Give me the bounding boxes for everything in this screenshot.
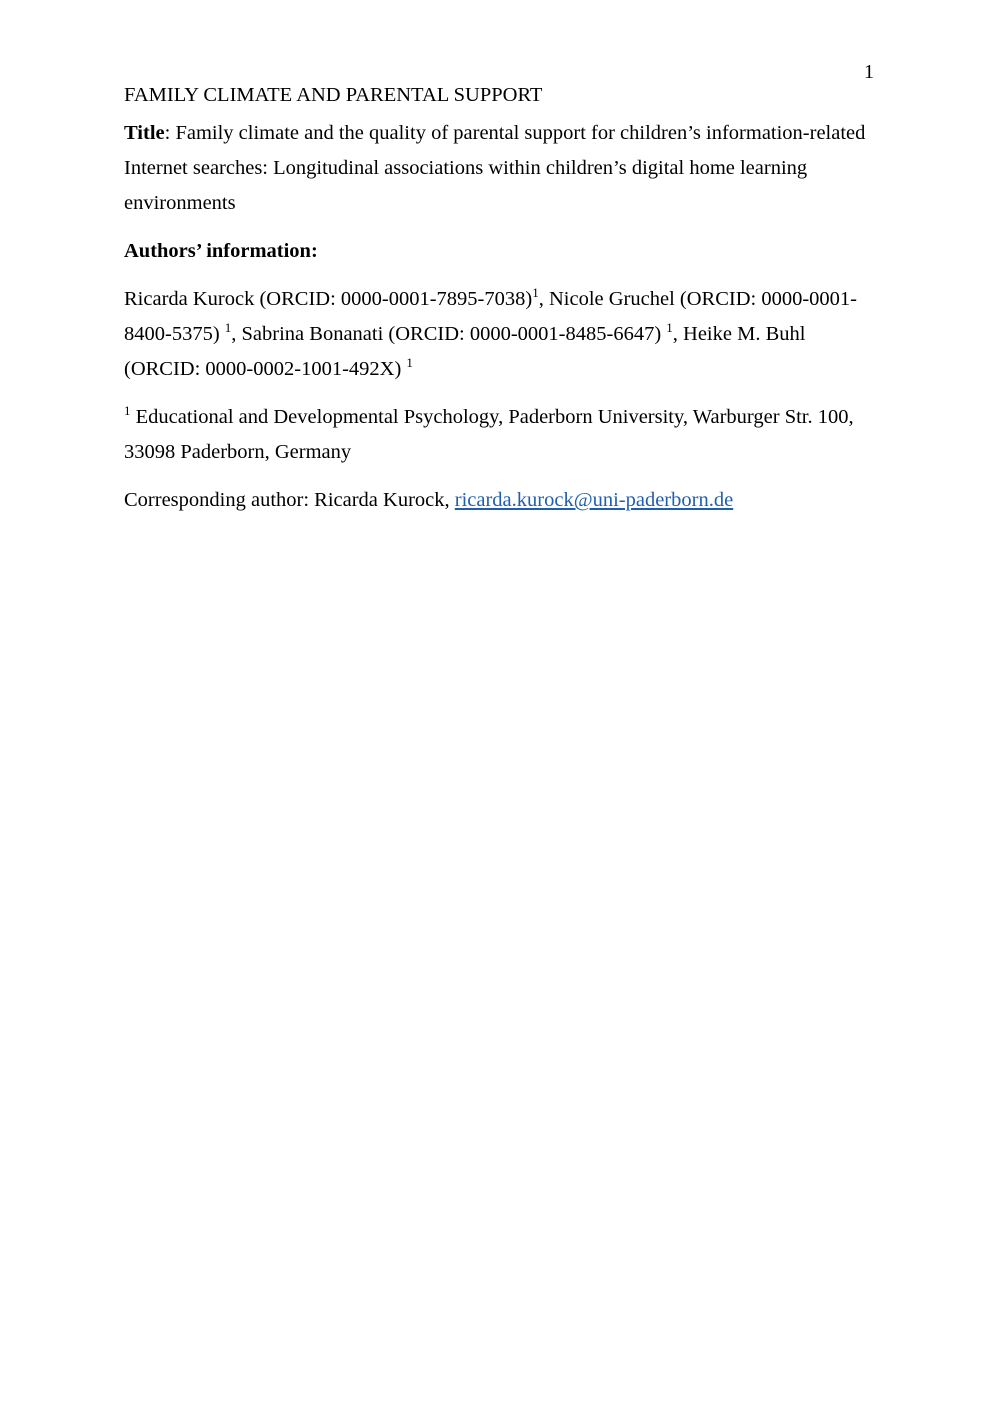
author-3-affiliation-mark: 1 — [666, 320, 673, 335]
title-text: : Family climate and the quality of parental support for children’s information-related Internet searches: Longitudinal associations within children’s digital home learning environments — [124, 122, 866, 214]
affiliation-mark: 1 — [124, 403, 131, 418]
author-separator: , — [538, 288, 549, 310]
author-separator: , — [231, 323, 242, 345]
author-1-affiliation-mark: 1 — [532, 285, 539, 300]
title-label: Title — [124, 122, 165, 144]
author-4: Heike M. Buhl (ORCID: 0000-0002-1001-492X) — [124, 323, 806, 380]
corresponding-email-link[interactable]: ricarda.kurock@uni-paderborn.de — [454, 489, 734, 511]
affiliation-text: Educational and Developmental Psychology, Paderborn University, Warburger Str. 100, 33098 Paderborn, Germany — [124, 406, 854, 463]
author-4-affiliation-mark: 1 — [406, 355, 413, 370]
running-head: FAMILY CLIMATE AND PARENTAL SUPPORT — [124, 84, 543, 106]
corresponding-author-label: Corresponding author: Ricarda Kurock, — [124, 489, 455, 511]
page-number: 1 — [864, 61, 874, 83]
author-2: Nicole Gruchel (ORCID: 0000-0001-8400-5375) — [124, 288, 857, 345]
title-paragraph — [124, 116, 884, 221]
authors-heading: Authors’ information: — [124, 240, 318, 262]
affiliation-paragraph — [124, 400, 884, 470]
title-page-content — [124, 116, 884, 531]
author-1: Ricarda Kurock (ORCID: 0000-0001-7895-7038) — [124, 288, 533, 310]
author-2-affiliation-mark: 1 — [224, 320, 232, 335]
author-separator: , — [672, 323, 684, 345]
author-3: Sabrina Bonanati (ORCID: 0000-0001-8485-6647) — [241, 323, 667, 345]
corresponding-author-paragraph — [124, 483, 884, 518]
authors-list — [124, 282, 884, 387]
